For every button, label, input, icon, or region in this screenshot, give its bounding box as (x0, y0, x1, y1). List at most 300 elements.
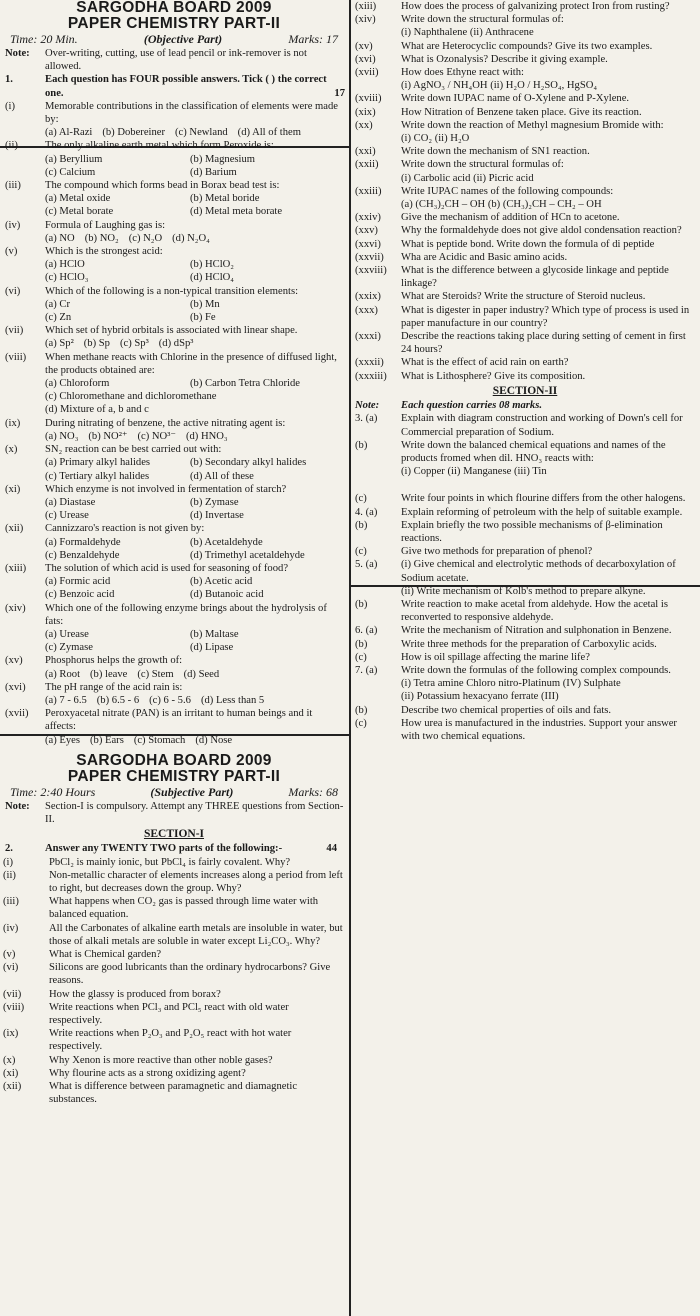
short-question (352, 264, 698, 290)
mcq-option: (d) All of these (190, 470, 254, 482)
short-question-sub: (a) (CH₃)₂CH – OH (b) (CH₃)₂CH – CH₂ – OH (401, 199, 602, 211)
short-question-number: (xv) (355, 40, 373, 52)
mcq-options (0, 734, 348, 747)
short-question-number: (viii) (3, 1001, 25, 1013)
mcq-number: (ix) (5, 417, 21, 429)
short-question-question: Write down the structural formulas of: (401, 159, 564, 171)
mcq-options (0, 298, 348, 324)
long-question-question: (i) Give chemical and electrolytic methods of decarboxylation of Sodium acetate. (401, 559, 676, 584)
short-question-question: Why the formaldehyde does not give aldol condensation reaction? (401, 225, 682, 237)
q1-heading (0, 73, 348, 99)
short-question-text (401, 304, 698, 330)
long-question-text (401, 638, 698, 651)
mcq-option: (d) dSp³ (158, 338, 194, 350)
mcq-question: When methane reacts with Chlorine in the presence of diffused light, the products obtained are: (45, 351, 337, 376)
long-question-text (401, 664, 698, 704)
short-question-question: Silicons are good lubricants than the ordinary hydrocarbons? Give reasons. (49, 962, 331, 987)
q2-number: 2. (5, 843, 13, 855)
short-question-number: (xii) (3, 1081, 22, 1093)
mcq-item (0, 139, 348, 152)
mcq-number: (vii) (5, 325, 24, 337)
short-question-text (49, 961, 348, 987)
mcq-option: (c) Stem (137, 668, 174, 680)
short-question-number: (xxviii) (355, 265, 387, 277)
short-question-text (401, 251, 698, 264)
subjective-paper-title: PAPER CHEMISTRY PART-II (67, 767, 281, 785)
mcq-option: (b) Metal boride (190, 193, 260, 205)
short-question-text (401, 356, 698, 369)
long-question-number: (b) (355, 439, 368, 451)
short-question-question: What are Heterocyclic compounds? Give its two examples. (401, 40, 653, 52)
mcq-option: (a) Chloroform (45, 378, 110, 390)
long-question (352, 651, 698, 664)
short-question-text (401, 211, 698, 224)
short-question-question: Why flourine acts as a strong oxidizing agent? (49, 1067, 246, 1079)
note2-text: Each question carries 08 marks. (401, 400, 542, 412)
short-question-sub: (i) AgNO₃ / NH₄OH (ii) H₂O / H₂SO₄, HgSO₄ (401, 80, 598, 92)
mcq-option: (b) Sp (83, 338, 110, 350)
mcq-question: Formula of Laughing gas is: (45, 219, 166, 231)
short-question-question: What is the difference between a glycoside linkage and peptide linkage? (401, 265, 669, 290)
mcq-option: (b) Zymase (190, 496, 239, 508)
subjective-time: Time: 2:40 Hours (10, 784, 96, 799)
short-question (352, 238, 698, 251)
short-question-text (401, 66, 698, 92)
long-question-question: Write down the formulas of the following complex compounds. (401, 664, 671, 676)
mcq-item (0, 522, 348, 535)
subjective-part: (Subjective Part) (150, 784, 234, 799)
short-question (352, 13, 698, 39)
short-question-question: Write down the mechanism of SN1 reaction. (401, 146, 590, 158)
long-question-text (401, 439, 698, 479)
mcq-option: (d) Less than 5 (200, 694, 265, 706)
mcq-number: (v) (5, 246, 18, 258)
short-question-number: (xi) (3, 1067, 19, 1079)
objective-paper-title: PAPER CHEMISTRY PART-II (67, 15, 281, 32)
mcq-option: (a) HClO (45, 259, 85, 271)
mcq-option: (a) Formaldehyde (45, 536, 121, 548)
short-question-text (49, 988, 348, 1001)
q2-heading (0, 842, 348, 855)
short-question-number: (vi) (3, 962, 19, 974)
long-question (352, 558, 698, 598)
short-question (0, 856, 348, 869)
long-question-number: 5. (a) (355, 559, 378, 571)
short-question-number: (xxv) (355, 225, 378, 237)
mcq-question: Which set of hybrid orbitals is associated with linear shape. (45, 325, 298, 337)
mcq-item (0, 100, 348, 126)
short-question (352, 290, 698, 303)
long-question-number: (c) (355, 651, 367, 663)
mcq-option: (c) 6 - 5.6 (149, 694, 191, 706)
short-question (352, 304, 698, 330)
short-question-question: What is difference between paramagnetic and diamagnetic substances. (49, 1081, 298, 1106)
objective-part: (Objective Part) (143, 32, 223, 46)
short-question-question: Write down the reaction of Methyl magnesium Bromide with: (401, 119, 664, 131)
mcq-number: (viii) (5, 351, 27, 363)
short-question-question: All the Carbonates of alkaline earth metals are insoluble in water, but those of alkali metals are soluble in water except Li₂CO₃. Why? (49, 922, 343, 947)
short-question-text (49, 1080, 348, 1106)
long-question-number: (b) (355, 704, 368, 716)
mcq-option: (b) 6.5 - 6 (96, 694, 140, 706)
short-question-number: (xxxi) (355, 331, 381, 343)
long-question-text (401, 519, 698, 545)
short-question (352, 92, 698, 105)
note2-label: Note: (355, 400, 380, 412)
short-question (352, 370, 698, 383)
mcq-question: Which of the following is a non-typical transition elements: (45, 285, 299, 297)
mcq-option: (c) Zn (45, 312, 72, 324)
long-question-sub: (ii) Write mechanism of Kolb's method to prepare alkyne. (401, 585, 646, 597)
long-question-question: Write three methods for the preparation of Carboxylic acids. (401, 638, 657, 650)
long-question-question: How urea is manufactured in the industries. Support your answer with two chemical equations. (401, 717, 677, 742)
long-question-number: (b) (355, 598, 368, 610)
short-question-text (401, 224, 698, 237)
long-question-text (401, 545, 698, 558)
short-question-number: (xxiv) (355, 212, 381, 224)
long-question-question: Write the mechanism of Nitration and sulphonation in Benzene. (401, 625, 672, 637)
short-question-question: How does Ethyne react with: (401, 67, 524, 79)
short-question-text (401, 370, 698, 383)
mcq-list (0, 100, 348, 747)
mcq-options (0, 153, 348, 179)
q2-marks: 44 (326, 843, 337, 855)
mcq-option: (c) Urease (45, 510, 89, 522)
mcq-number: (xiii) (5, 562, 27, 574)
mcq-option: (b) Magnesium (190, 153, 256, 165)
long-question (352, 412, 698, 438)
section-1-heading: SECTION-I (143, 828, 205, 841)
mcq-options (0, 496, 348, 522)
short-question-number: (xiv) (355, 14, 376, 26)
mcq-question: Peroxyacetal nitrate (PAN) is an irritant to human beings and it affects: (45, 708, 313, 733)
mcq-option: (a) Root (45, 668, 81, 680)
mcq-options (0, 536, 348, 562)
short-question-question: Give the mechanism of addition of HCn to acetone. (401, 212, 620, 224)
mcq-options (0, 192, 348, 218)
long-question-number: 7. (a) (355, 664, 378, 676)
short-question-text (49, 856, 348, 869)
long-question-number: 4. (a) (355, 506, 378, 518)
subjective-note (0, 800, 348, 826)
mcq-option: (c) Newland (175, 127, 228, 139)
mcq-question: The solution of which acid is used for seasoning of food? (45, 562, 289, 574)
mcq-option: (a) Diastase (45, 496, 96, 508)
short-question-text (401, 0, 698, 13)
q1-number: 1. (5, 74, 13, 86)
mcq-option: (c) Sp³ (119, 338, 149, 350)
short-question-text (49, 895, 348, 921)
short-question (0, 1080, 348, 1106)
mcq-item (0, 483, 348, 496)
mcq-item (0, 602, 348, 628)
long-question-text (401, 624, 698, 637)
subjective-note-label: Note: (5, 800, 30, 812)
mcq-option: (b) HClO₂ (190, 259, 235, 271)
short-question (352, 185, 698, 211)
short-question-text (49, 1001, 348, 1027)
mcq-option: (a) Beryllium (45, 153, 103, 165)
objective-time: Time: 20 Min. (10, 32, 78, 46)
left-column (0, 0, 348, 1106)
mcq-number: (vi) (5, 285, 21, 297)
short-question-number: (iv) (3, 922, 19, 934)
mcq-option: (d) Seed (183, 668, 220, 680)
mcq-option: (b) Maltase (190, 628, 239, 640)
short-question-number: (v) (3, 949, 16, 960)
short-question-question: How does the process of galvanizing protect Iron from rusting? (401, 1, 670, 12)
short-question-text (401, 185, 698, 211)
mcq-option: (a) 7 - 6.5 (45, 694, 87, 706)
short-question-sub: (i) Carbolic acid (ii) Picric acid (401, 172, 534, 184)
short-question (352, 251, 698, 264)
mcq-option: (b) Acetic acid (190, 576, 253, 588)
short-question (352, 211, 698, 224)
subjective-board-title: SARGODHA BOARD 2009 (76, 751, 272, 769)
long-question (352, 598, 698, 624)
short-question-text (401, 290, 698, 303)
mcq-options (0, 694, 348, 707)
mcq-question: Cannizzaro's reaction is not given by: (45, 523, 205, 535)
short-question-question: Non-metallic character of elements increases along a period from left to right, but decreases down the group. Why? (49, 869, 343, 894)
long-question-sub: (i) Tetra amine Chloro nitro-Platinum (IV) Sulphate (401, 678, 621, 690)
short-question (0, 948, 348, 961)
mcq-option: (d) N₂O₄ (172, 232, 210, 244)
short-question (0, 1054, 348, 1067)
short-question (0, 1001, 348, 1027)
short-question-question: How the glassy is produced from borax? (49, 988, 221, 1000)
short-question (0, 895, 348, 921)
mcq-option: (a) NO₃ (45, 430, 79, 442)
long-question-text (401, 506, 698, 519)
long-question-text (401, 704, 698, 717)
long-question-sub: (ii) Potassium hexacyano ferrate (III) (401, 691, 559, 703)
mcq-item (0, 681, 348, 694)
short-question (352, 0, 698, 13)
mcq-item (0, 285, 348, 298)
short-question-question: Write reactions when PCl₃ and PCl₅ react with old water respectively. (49, 1001, 289, 1027)
long-question-question: Describe two chemical properties of oils and fats. (401, 704, 612, 716)
short-question-question: Write IUPAC names of the following compounds: (401, 185, 614, 197)
mcq-number: (xv) (5, 655, 23, 667)
short-question-text (401, 145, 698, 158)
long-question-question: Write four points in which flourine differs from the other halogens. (401, 493, 686, 505)
mcq-question: Which is the strongest acid: (45, 246, 163, 258)
long-question-number: 3. (a) (355, 413, 378, 425)
mcq-option: (d) All of them (237, 127, 301, 139)
short-question-text (49, 1027, 348, 1053)
mcq-number: (ii) (5, 140, 18, 152)
mcq-item (0, 654, 348, 667)
objective-note (0, 47, 348, 73)
short-question-question: Describe the reactions taking place during setting of cement in first 24 hours? (401, 331, 686, 356)
mcq-option: (d) Lipase (190, 642, 234, 654)
short-question-number: (xix) (355, 106, 376, 118)
long-question-text (401, 717, 698, 743)
short-question-number: (xxvi) (355, 238, 381, 250)
short-question (352, 158, 698, 184)
mcq-option: (c) N₂O (128, 232, 163, 244)
short-questions-right (352, 0, 698, 383)
mcq-number: (xii) (5, 523, 24, 535)
short-question-text (401, 158, 698, 184)
mcq-option: (a) Primary alkyl halides (45, 457, 151, 469)
short-question (0, 1027, 348, 1053)
mcq-option: (a) Urease (45, 628, 89, 640)
mcq-item (0, 179, 348, 192)
short-question (0, 961, 348, 987)
short-question (352, 53, 698, 66)
long-question (352, 492, 698, 505)
short-question-question: Wha are Acidic and Basic amino acids. (401, 251, 568, 263)
mcq-option: (c) Calcium (45, 166, 96, 178)
mcq-option: (b) NO²⁺ (88, 430, 128, 442)
short-question-number: (xvii) (355, 67, 379, 79)
mcq-options (0, 126, 348, 139)
mcq-question: SN₂ reaction can be best carried out with: (45, 444, 222, 456)
short-question (352, 106, 698, 119)
mcq-option: (a) NO (45, 232, 75, 244)
column-divider (349, 0, 351, 1316)
short-question-number: (i) (3, 856, 13, 868)
long-question-text (401, 651, 698, 664)
short-question-number: (ii) (3, 869, 16, 881)
mcq-option: (a) Formic acid (45, 576, 111, 588)
short-question-question: Write reactions when P₂O₃ and P₂O₅ react with hot water respectively. (49, 1028, 292, 1053)
long-question-number: (b) (355, 519, 368, 531)
mcq-number: (iv) (5, 219, 21, 231)
mcq-item (0, 417, 348, 430)
mcq-option: (d) Mixture of a, b and c (45, 404, 149, 416)
mcq-item (0, 707, 348, 733)
long-question-text (401, 598, 698, 624)
mcq-question: Phosphorus helps the growth of: (45, 655, 183, 667)
short-question-text (49, 948, 348, 961)
short-question-question: Write down IUPAC name of O-Xylene and P-Xylene. (401, 93, 630, 105)
mcq-options (0, 232, 348, 245)
short-question-text (401, 238, 698, 251)
mcq-option: (b) Fe (190, 312, 216, 324)
q1-marks: 17 (334, 87, 345, 99)
short-question-number: (xxxiii) (355, 370, 387, 382)
mcq-question: During nitrating of benzene, the active nitrating agent is: (45, 417, 286, 429)
mcq-option: (b) NO₂ (84, 232, 119, 244)
mcq-option: (d) Trimethyl acetaldehyde (190, 549, 305, 561)
mcq-option: (b) Mn (190, 298, 220, 310)
long-question-number: (b) (355, 638, 368, 650)
long-question (352, 624, 698, 637)
mcq-number: (xiv) (5, 602, 26, 614)
short-question-number: (xiii) (355, 1, 377, 12)
short-questions-left (0, 856, 348, 1107)
long-questions-top (352, 412, 698, 478)
mcq-question: The pH range of the acid rain is: (45, 681, 183, 693)
long-question-question: Explain with diagram construction and working of Down's cell for Commercial preparation of Sodium. (401, 413, 683, 438)
long-question-question: Write reaction to make acetal from aldehyde. How the acetal is reconverted to responsive aldehyde. (401, 598, 668, 624)
mcq-number: (xi) (5, 483, 21, 495)
short-question (352, 145, 698, 158)
long-question-question: How is oil spillage affecting the marine life? (401, 651, 590, 663)
long-questions-bottom (352, 492, 698, 743)
long-question-sub: (i) Copper (ii) Manganese (iii) Tin (401, 466, 547, 478)
short-question-text (401, 119, 698, 145)
short-question-question: What happens when CO₂ gas is passed through lime water with balanced equation. (49, 896, 319, 921)
objective-marks: Marks: 17 (288, 32, 338, 46)
short-question (352, 356, 698, 369)
q2-text: Answer any TWENTY TWO parts of the following:- 44 (45, 843, 337, 855)
mcq-options (0, 430, 348, 443)
mcq-option: (c) Stomach (133, 734, 186, 746)
mcq-option: (c) Chloromethane and dichloromethane (45, 391, 217, 403)
long-question-question: Explain briefly the two possible mechanisms of β-elimination reactions. (401, 519, 663, 544)
mcq-options (0, 575, 348, 601)
mcq-item (0, 443, 348, 456)
short-question-question: How Nitration of Benzene taken place. Give its reaction. (401, 106, 642, 118)
short-question-number: (xxvii) (355, 251, 384, 263)
long-question (352, 664, 698, 704)
section-2-heading: SECTION-II (492, 384, 558, 397)
short-question (0, 922, 348, 948)
mcq-option: (a) Cr (45, 298, 70, 310)
short-question-number: (x) (3, 1054, 16, 1066)
mcq-option: (d) Butanoic acid (190, 589, 264, 601)
long-question (352, 439, 698, 479)
short-question-number: (ix) (3, 1028, 19, 1040)
short-question-text (49, 922, 348, 948)
short-question-question: What is Ozonalysis? Describe it giving example. (401, 53, 608, 65)
mcq-option: (c) Tertiary alkyl halides (45, 470, 150, 482)
long-question (352, 506, 698, 519)
mcq-question: Which one of the following enzyme brings about the hydrolysis of fats: (45, 602, 327, 627)
mcq-options (0, 258, 348, 284)
short-question-text (401, 40, 698, 53)
mcq-question: The compound which forms bead in Borax bead test is: (45, 180, 280, 192)
short-question-text (401, 13, 698, 39)
mcq-number: (i) (5, 100, 15, 112)
long-question (352, 545, 698, 558)
short-question-number: (iii) (3, 896, 19, 908)
short-question-text (49, 869, 348, 895)
mcq-question: Which enzyme is not involved in fermentation of starch? (45, 483, 287, 495)
short-question-text (401, 106, 698, 119)
short-question (352, 330, 698, 356)
short-question-number: (xxix) (355, 291, 381, 303)
short-question (0, 1067, 348, 1080)
long-question (352, 717, 698, 743)
mcq-options (0, 456, 348, 482)
mcq-option: (c) NO³⁻ (137, 430, 176, 442)
long-question (352, 519, 698, 545)
objective-header (0, 32, 348, 47)
short-question-text (401, 53, 698, 66)
subjective-note-text: Section-I is compulsory. Attempt any THREE questions from Section-II. (45, 800, 344, 825)
short-question (352, 66, 698, 92)
short-question-question: What is the effect of acid rain on earth? (401, 357, 569, 369)
short-question-sub: (i) CO₂ (ii) H₂O (401, 133, 470, 145)
short-question-question: What are Steroids? Write the structure of Steroid nucleus. (401, 291, 646, 303)
short-question-number: (xxx) (355, 304, 378, 316)
mcq-option: (d) Nose (195, 734, 233, 746)
mcq-item (0, 351, 348, 377)
short-question-sub: (i) Naphthalene (ii) Anthracene (401, 27, 534, 39)
short-question-number: (xx) (355, 119, 373, 131)
mcq-question: The only alkaline earth metal which form Peroxide is: (45, 140, 274, 152)
mcq-options (0, 337, 348, 350)
mcq-option: (b) Ears (90, 734, 124, 746)
q1-text: Each question has FOUR possible answers. Tick ( ) the correct one. 17 (45, 74, 345, 99)
mcq-option: (d) Metal meta borate (190, 206, 283, 218)
short-question-question: Write down the structural formulas of: (401, 14, 564, 26)
